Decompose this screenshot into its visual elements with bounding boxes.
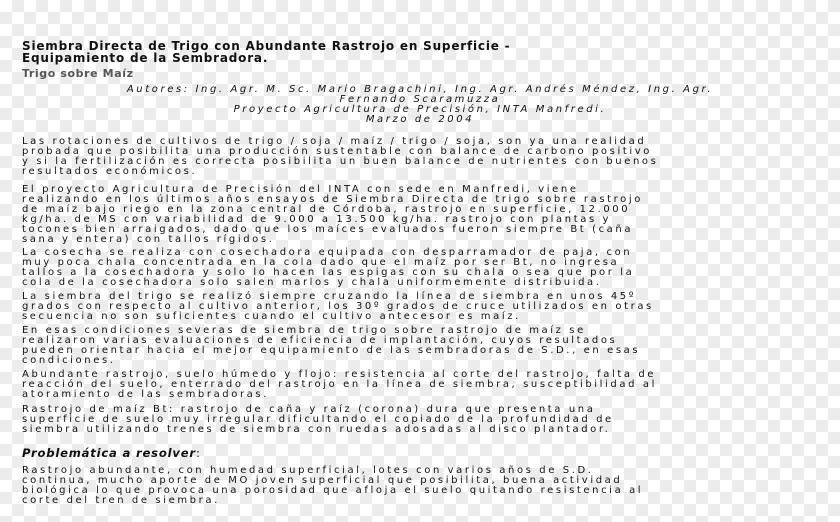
body-paragraph xyxy=(22,405,614,435)
paragraph-line: En esas condiciones severas de siembra de trigo sobre rastrojo de maíz se xyxy=(22,325,586,336)
body-paragraph xyxy=(22,292,654,322)
paragraph-line: La siembra del trigo se realizó siempre cruzando la línea de siembra en unos 45º xyxy=(22,291,637,302)
date-line: Marzo de 2004 xyxy=(365,114,475,125)
authors-line: Autores: Ing. Agr. M. Sc. Mario Bragachini, Ing. Agr. Andrés Méndez, Ing. Agr. xyxy=(126,84,714,95)
document-subtitle: Trigo sobre Maíz xyxy=(22,67,134,80)
paragraph-line: Rastrojo abundante, con humedad superficial, lotes con varios años de S.D. xyxy=(22,465,594,476)
paragraph-line: resultados económicos. xyxy=(22,166,198,177)
paragraph-line: siembra utilizando trenes de siembra con ruedas adosadas al disco plantador. xyxy=(22,424,611,435)
paragraph-line: superficie de suelo muy irregular dificultando el copiado de la profundidad de xyxy=(22,414,614,425)
document-title xyxy=(22,40,510,64)
title-line: Equipamiento de la Sembradora. xyxy=(22,51,269,65)
paragraph-line: muy poca chala concentrada en la cola dado que el maíz por ser Bt, no ingresa xyxy=(22,257,620,268)
paragraph-line: continua, mucho aporte de MO joven superficial que posibilita, buena actividad xyxy=(22,475,623,486)
authors-line: Fernando Scaramuzza xyxy=(339,94,501,105)
paragraph-line: kg/ha. de MS con variabilidad de 9.000 a 13.500 kg/ha. rastrojo con plantas y xyxy=(22,214,612,225)
paragraph-line: sana y entera) con tallos rígidos. xyxy=(22,234,275,245)
paragraph-line: reacción del suelo, enterrado del rastrojo en la línea de siembra, susceptibilidad al xyxy=(22,379,657,390)
section-heading xyxy=(22,447,201,460)
paragraph-line: probada que posibilita una producción sustentable con balance de carbono positivo xyxy=(22,146,652,157)
final-paragraph xyxy=(22,466,643,506)
paragraph-line: grados con respecto al cultivo anterior, los 30º grados de cruce utilizados en otras xyxy=(22,301,654,312)
body-paragraph xyxy=(22,137,658,177)
paragraph-line: realizando en los últimos años ensayos de Siembra Directa de trigo sobre rastrojo xyxy=(22,194,643,205)
paragraph-line: condiciones. xyxy=(22,355,116,366)
paragraph-line: El proyecto Agricultura de Precisión del INTA con sede en Manfredi, viene xyxy=(22,184,579,195)
authors-block xyxy=(0,85,840,125)
section-heading-text: Problemática a resolver xyxy=(22,446,196,460)
paragraph-line: biológica lo que provoca una porosidad que afloja el suelo quitando resistencia al xyxy=(22,485,644,496)
paragraph-line: Abundante rastrojo, suelo húmedo y flojo: resistencia al corte del rastrojo, falta de xyxy=(22,369,657,380)
paragraph-line: secuencia no son suficientes cuando el cultivo antecesor es maíz. xyxy=(22,311,521,322)
paragraph-line: pueden orientar hacia el mejor equipamiento de las sembradoras de S.D., en esas xyxy=(22,345,641,356)
body-paragraph xyxy=(22,185,643,245)
body-paragraph xyxy=(22,248,634,288)
paragraph-line: Rastrojo de maíz Bt: rastrojo de caña y raíz (corona) dura que presenta una xyxy=(22,404,596,415)
paragraph-line: atoramiento de las sembradoras. xyxy=(22,389,269,400)
paragraph-line: realizaron varias evaluaciones de eficiencia de implantación, cuyos resultados xyxy=(22,335,618,346)
paragraph-line: tocones bien arraigados, dado que los maíces evaluados fueron siempre Bt (caña xyxy=(22,224,634,235)
title-line: Siembra Directa de Trigo con Abundante Rastrojo en Superficie - xyxy=(22,39,511,53)
paragraph-line: de maíz bajo riego en la zona central de Córdoba, rastrojo en superficie, 12.000 xyxy=(22,204,631,215)
project-line: Proyecto Agricultura de Precisión, INTA Manfredi. xyxy=(233,104,607,115)
paragraph-line: cola de la cosechadora solo salen marlos y chala uniformemente distribuida. xyxy=(22,277,602,288)
body-paragraph xyxy=(22,370,657,400)
paragraph-line: Las rotaciones de cultivos de trigo / soja / maíz / trigo / soja, son ya una realidad xyxy=(22,136,647,147)
section-heading-colon: : xyxy=(195,446,201,460)
paragraph-line: La cosecha se realiza con cosechadora equipada con desparramador de paja, con xyxy=(22,247,633,258)
paragraph-line: y si la fertilización es correcta posibilita un buen balance de nutrientes con buenos xyxy=(22,156,659,167)
paragraph-line: corte del tren de siembra. xyxy=(22,495,220,506)
body-paragraph xyxy=(22,326,640,366)
paragraph-line: tallos a la cosechadora y solo lo hacen las espigas con su chala o sea que por la xyxy=(22,267,635,278)
